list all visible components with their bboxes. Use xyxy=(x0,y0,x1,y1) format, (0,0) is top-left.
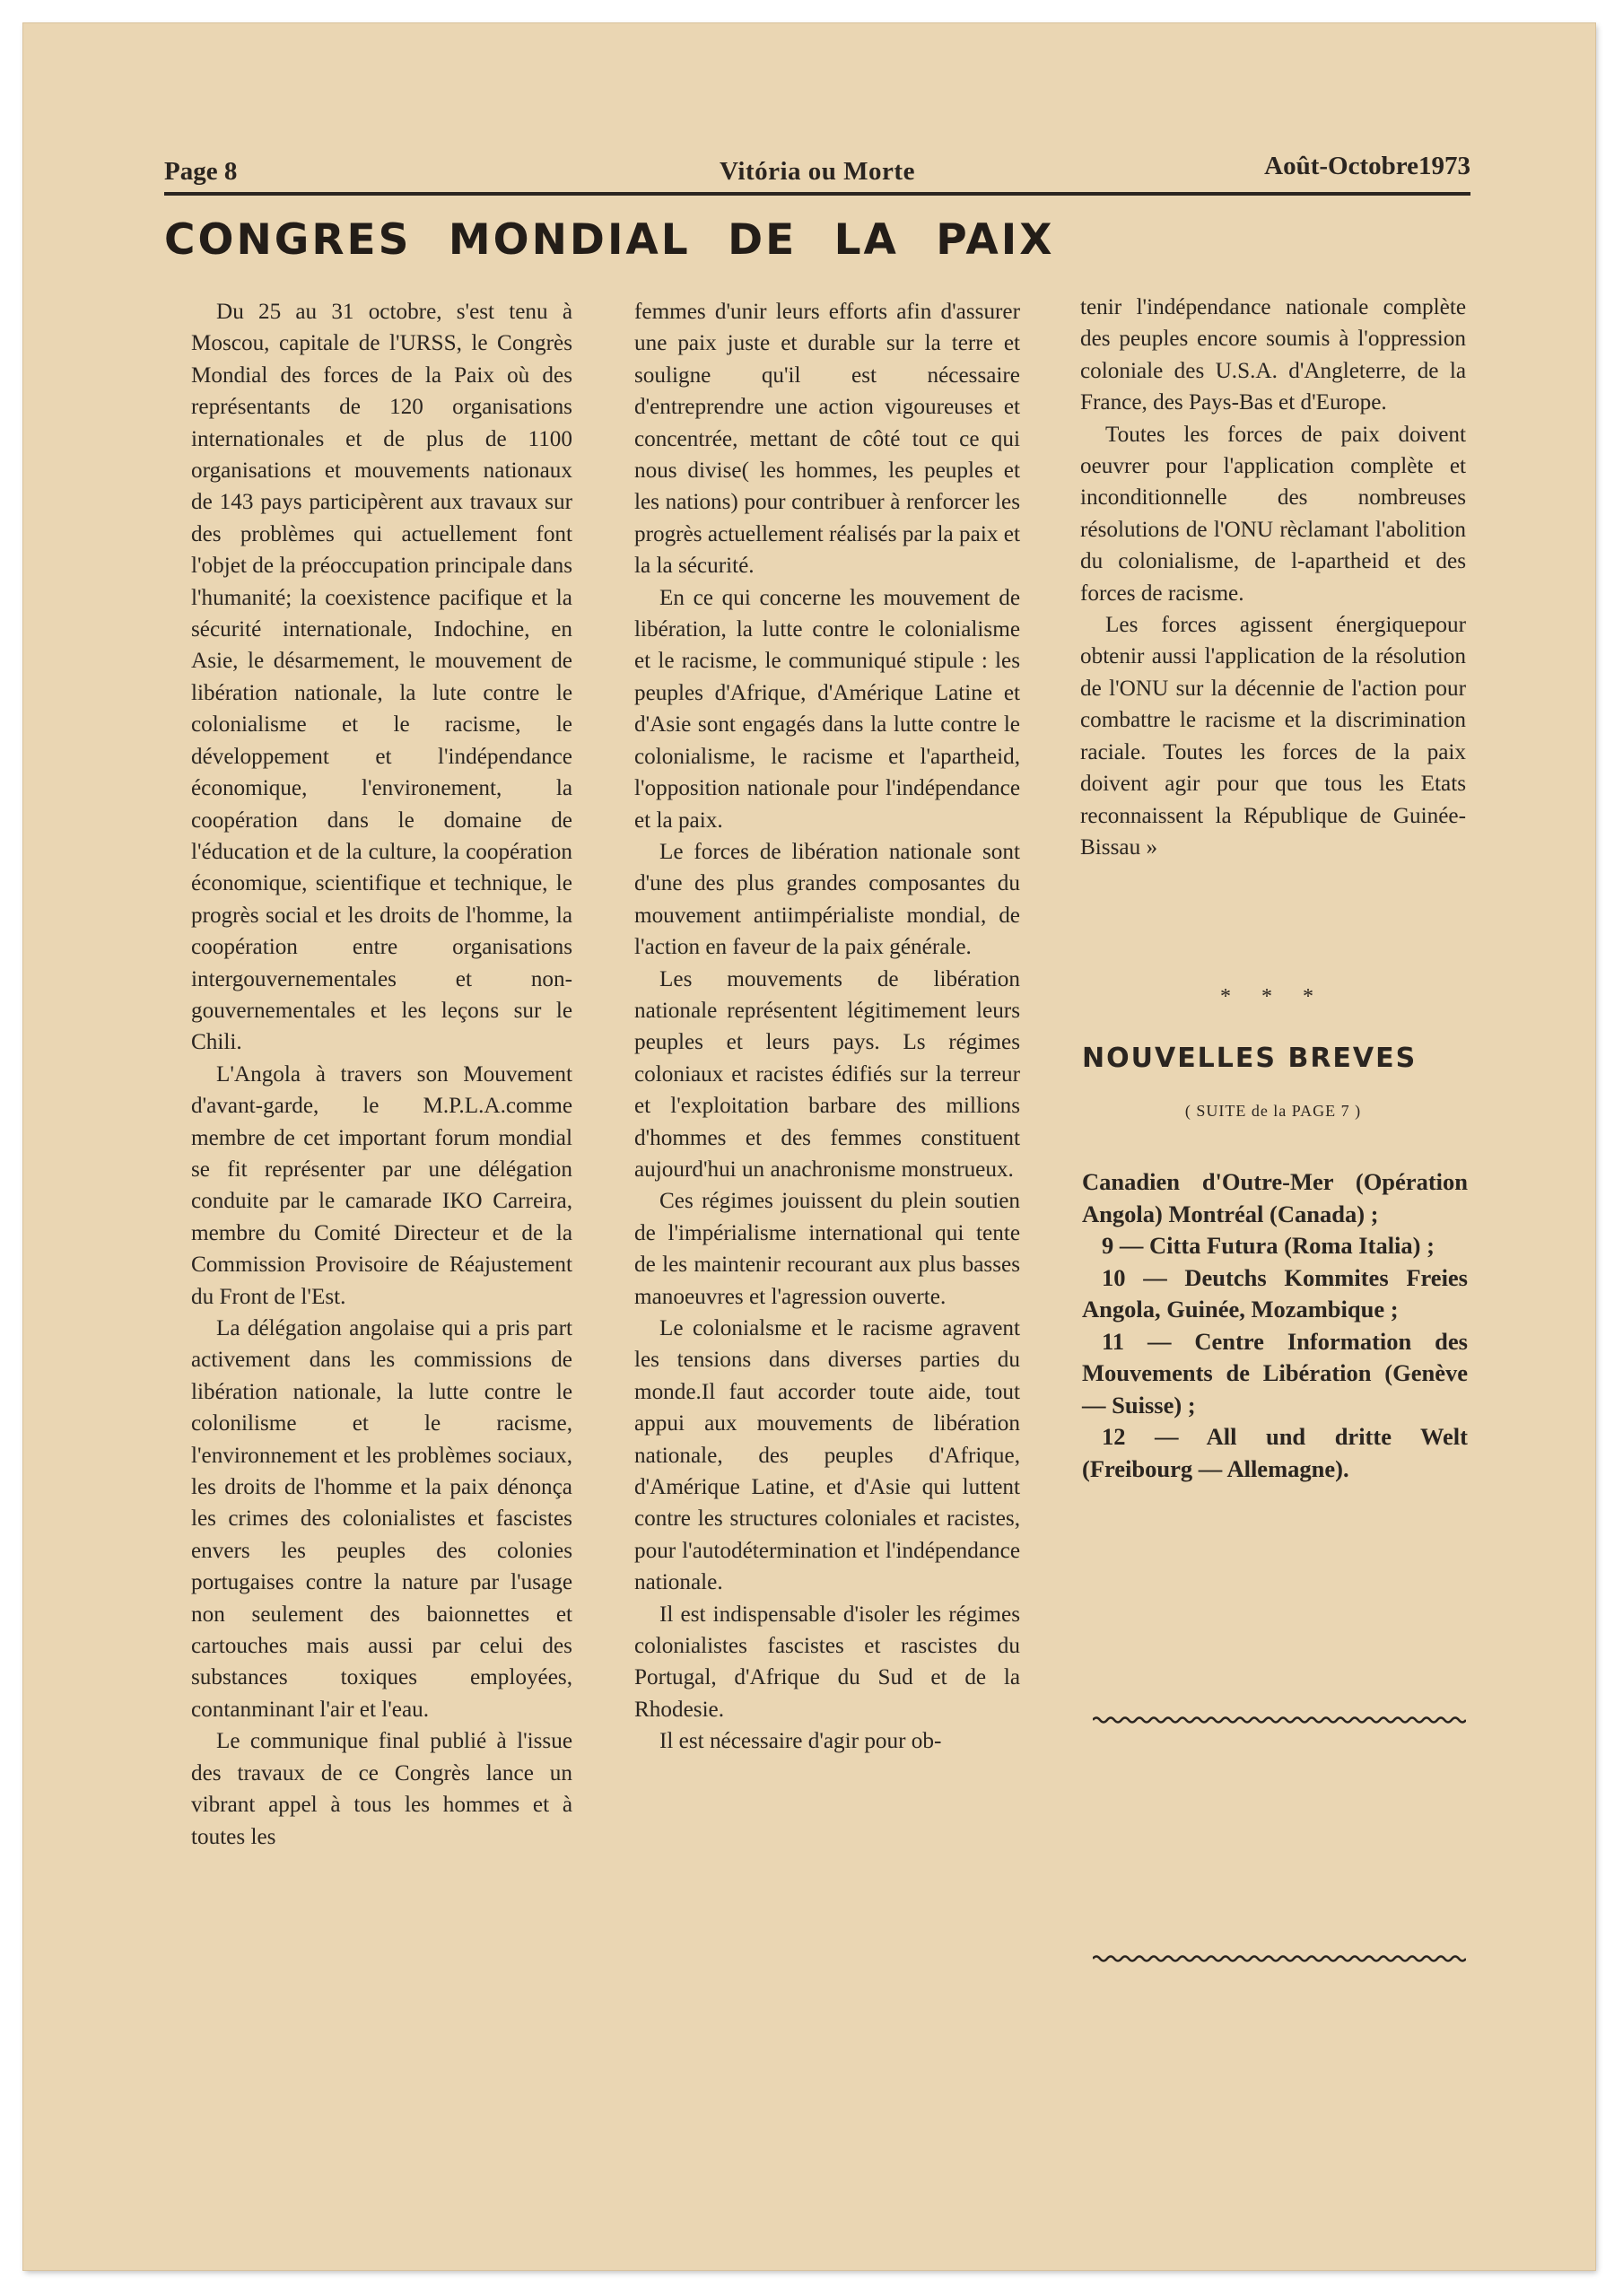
wavy-divider xyxy=(1093,1715,1466,1724)
paragraph: Toutes les forces de paix doivent oeuvrer pour l'application complète et inconditionnelle des nombreuses résolutions de l'ONU rèclamant l'abolition du colonialisme, de l-apartheid et des forces de racisme. xyxy=(1080,422,1466,606)
paragraph: Le colonialsme et le racisme agravent les tensions dans diverses parties du monde.Il faut accorder toute aide, tout appui aux mouvements de libération nationale, des peuples d'Afrique, d'Amérique Latine, et d'Asie qui luttent contre les structures coloniales et racistes, pour l'autodétermination et l'indépendance nationale. xyxy=(634,1316,1020,1595)
list-item: Canadien d'Outre-Mer (Opération Angola) Montréal (Canada) ; xyxy=(1082,1168,1468,1227)
paragraph: tenir l'indépendance nationale complète des peuples encore soumis à l'oppression coloniale des U.S.A. d'Angleterre, de la France, des Pays-Bas et d'Europe. xyxy=(1080,295,1466,415)
wavy-divider xyxy=(1093,1954,1466,1963)
paragraph: Les forces agissent énergiquepour obtenir aussi l'application de la résolution de l'ONU sur la décennie de l'action pour combattre le racisme et la discrimination raciale. Toutes les forces de la paix doivent agir pour que tous les Etats reconnaissent la République de Guinée-Bissau » xyxy=(1080,613,1466,860)
list-item: 12 — All und dritte Welt (Freibourg — Allemagne). xyxy=(1082,1423,1468,1482)
paragraph: Du 25 au 31 octobre, s'est tenu à Moscou, capitale de l'URSS, le Congrès Mondial des forces de la Paix où des représentants de 120 organisations internationales et de plus de 1100 organisations et mouvements nationaux de 143 pays participèrent aux travaux sur des problèmes qui actuellement font l'objet de la préoccupation principale dans l'humanité; la coexistence pacifique et la sécurité internationale, Indochine, en Asie, le désarmement, le mouvement de libération nationale, la lute contre le colonialisme et le racisme, le développement et l'indépendance économique, l'environement, la coopération dans le domaine de l'éducation et de la culture, la coopération économique, scientifique et technique, le progrès social et les droits de l'homme, la coopération entre organisations intergouvernementales et non-gouvernementales et les leçons sur le Chili. xyxy=(191,300,572,1055)
page-header xyxy=(164,148,1470,193)
issue-date: Août-Octobre1973 xyxy=(1264,152,1470,180)
paragraph: En ce qui concerne les mouvement de libération, la lutte contre le colonialisme et le racisme, le communiqué stipule : les peuples d'Afrique, d'Amérique Latine et d'Asie sont engagés dans la lutte contre le colonialisme, le racisme et l'apartheid, l'opposition nationale pour l'indépendance et la paix. xyxy=(634,585,1020,833)
paragraph: Le communique final publié à l'issue des travaux de ce Congrès lance un vibrant appel à tous les hommes et à toutes les xyxy=(191,1729,572,1849)
header-rule xyxy=(164,192,1470,196)
continued-note: ( SUITE de la PAGE 7 ) xyxy=(1184,1102,1362,1120)
list-item: 10 — Deutchs Kommites Freies Angola, Guinée, Mozambique ; xyxy=(1082,1263,1468,1323)
publication-name: Vitória ou Morte xyxy=(720,157,915,186)
paragraph: L'Angola à travers son Mouvement d'avant-garde, le M.P.L.A.comme membre de cet important forum mondial se fit représenter par une délégation conduite par le camarade IKO Carreira, membre du Comité Directeur et de la Commission Provisoire de Réajustement du Front de l'Est. xyxy=(191,1061,572,1309)
paragraph: Il est indispensable d'isoler les régimes colonialistes fascistes et rascistes du Portugal, d'Afrique du Sud et de la Rhodesie. xyxy=(634,1602,1020,1722)
paragraph: Le forces de libération nationale sont d'une des plus grandes composantes du mouvement antiimpérialiste mondial, de l'action en faveur de la paix générale. xyxy=(634,839,1020,960)
article-column-3 xyxy=(1080,292,1466,863)
paragraph: femmes d'unir leurs efforts afin d'assurer une paix juste et durable sur la terre et souligne qu'il est nécessaire d'entreprendre une action vigoureuses et concentrée, mettant de côté tout ce qui nous divise( les hommes, les peuples et les nations) pour contribuer à renforcer les progrès actuellement réalisés par la paix et la la sécurité. xyxy=(634,300,1020,579)
briefs-list xyxy=(1082,1166,1468,1485)
paragraph: Ces régimes jouissent du plein soutien de l'impérialisme international qui tente de les maintenir recourant aux plus basses manoeuvres et l'agression ouverte. xyxy=(634,1189,1020,1309)
page-number: Page 8 xyxy=(164,157,238,186)
article-column-1 xyxy=(191,296,572,1853)
list-item: 11 — Centre Information des Mouvements de Libération (Genève — Suisse) ; xyxy=(1082,1327,1468,1419)
list-item: 9 — Citta Futura (Roma Italia) ; xyxy=(1102,1232,1435,1259)
paragraph: La délégation angolaise qui a pris part activement dans les commissions de libération nationale, la lutte contre le colonilisme et le racisme, l'environnement et les problèmes sociaux, les droits de l'homme et la paix dénonça les crimes des colonialistes et fascistes envers les peuples des colonies portugaises contre la nature par l'usage non seulement des baionnettes et cartouches mais aussi par celui des substances toxiques employées, contanminant l'air et l'eau. xyxy=(191,1316,572,1722)
section-separator: * * * xyxy=(1220,985,1326,1008)
briefs-heading: NOUVELLES BREVES xyxy=(1082,1043,1418,1074)
article-column-2 xyxy=(634,296,1020,1758)
article-title: CONGRES MONDIAL DE LA PAIX xyxy=(164,215,1055,265)
paragraph: Les mouvements de libération nationale représentent légitimement leurs peuples et leurs pays. Ls régimes coloniaux et racistes édifiés sur la terreur et l'exploitation barbare des millions d'hommes et des femmes constituent aujourd'hui un anachronisme monstrueux. xyxy=(634,966,1020,1182)
paragraph: Il est nécessaire d'agir pour ob- xyxy=(659,1729,942,1754)
